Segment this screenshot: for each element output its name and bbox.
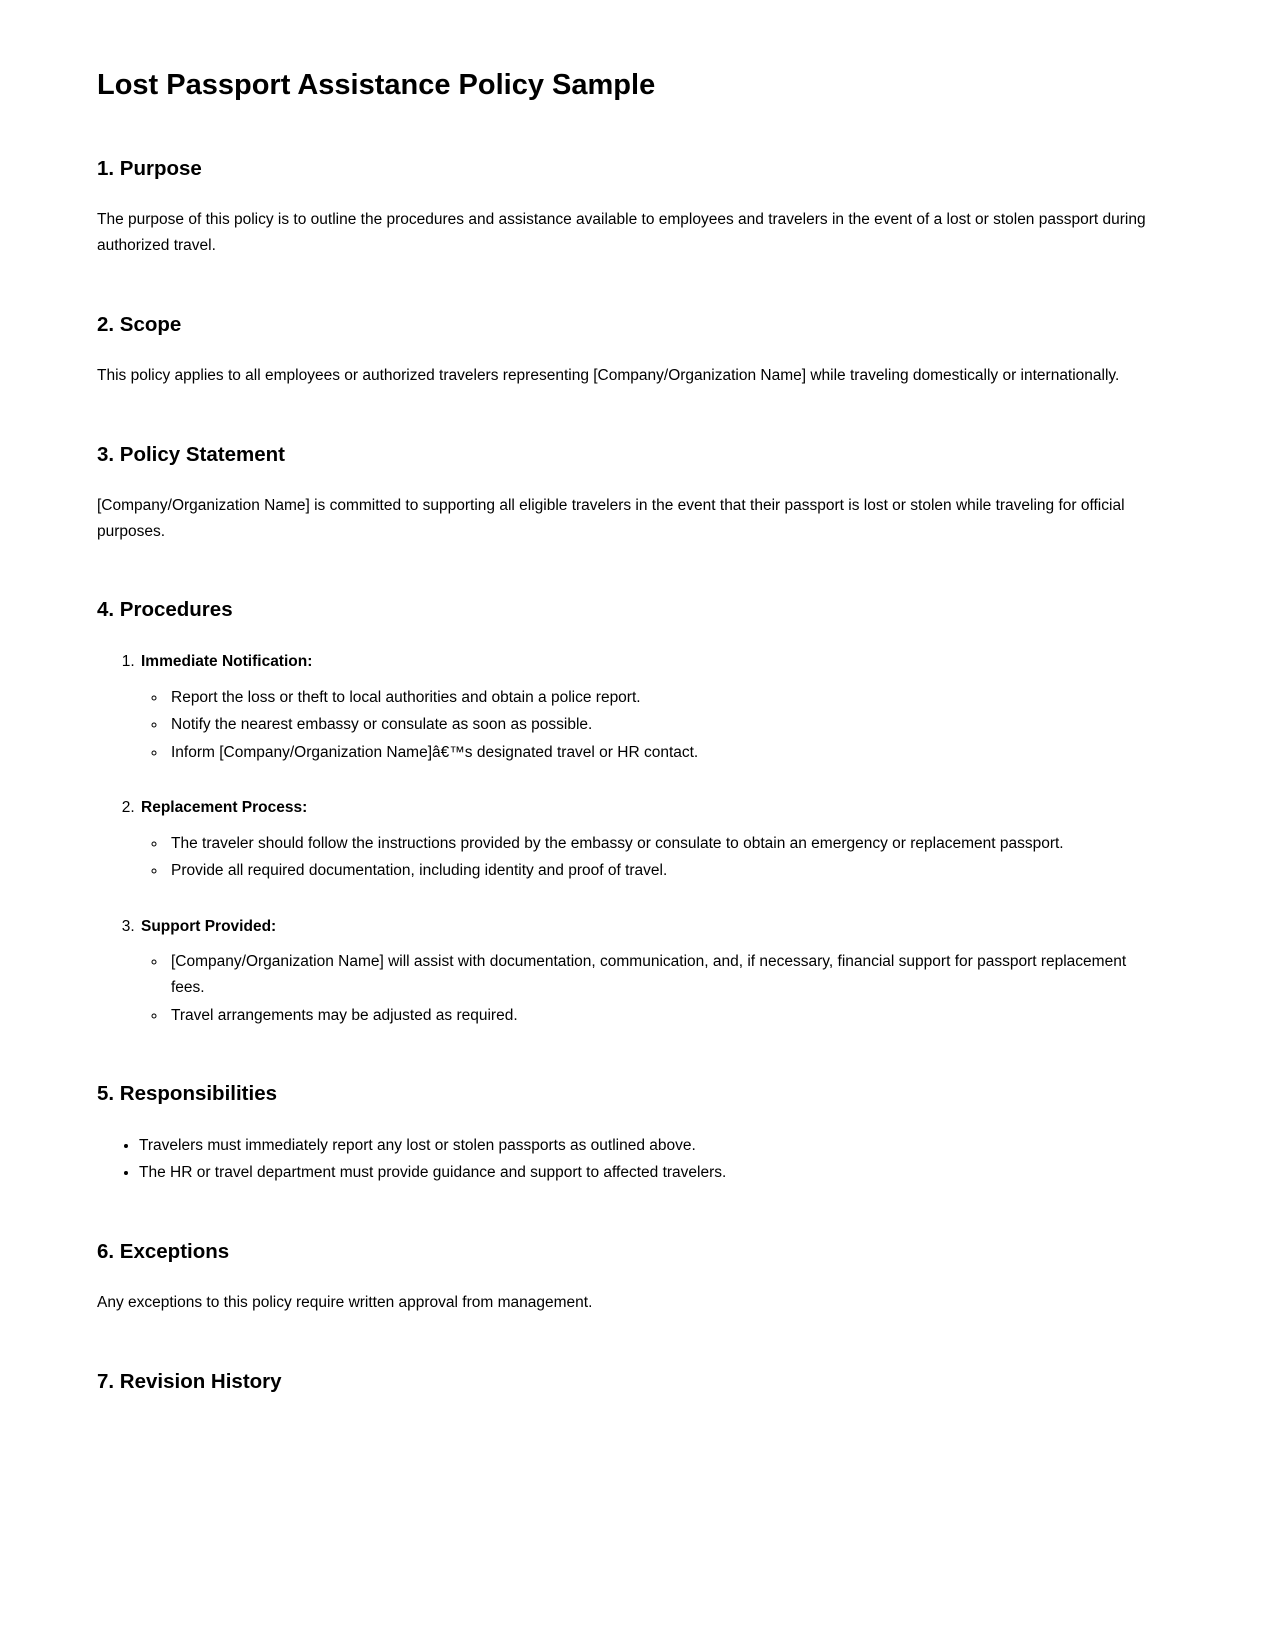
numbered-item xyxy=(139,649,1153,765)
section xyxy=(97,313,1153,389)
section xyxy=(97,1370,1153,1395)
sub-bullet-item: ◦ Notify the nearest embassy or consulate as soon as possible. xyxy=(167,712,1153,738)
numbered-list xyxy=(97,649,1153,1028)
body-paragraph: This policy applies to all employees or authorized travelers representing [Company/Organization Name] while traveling domestically or internationally. xyxy=(97,367,1120,385)
sub-bullet-list xyxy=(141,685,1153,766)
body-paragraph: [Company/Organization Name] is committed to supporting all eligible travelers in the event that their passport is lost or stolen while traveling for official purposes. xyxy=(97,497,1125,540)
section-heading: 5. Responsibilities xyxy=(97,1082,277,1106)
bullet-item: • The HR or travel department must provide guidance and support to affected travelers. xyxy=(139,1160,1153,1186)
sub-bullet-item: ◦ The traveler should follow the instructions provided by the embassy or consulate to obtain an emergency or replacement passport. xyxy=(167,831,1153,857)
numbered-item-label: Replacement Process: xyxy=(141,799,308,817)
numbered-item-label: Support Provided: xyxy=(141,917,277,935)
body-paragraph: Any exceptions to this policy require written approval from management. xyxy=(97,1294,593,1312)
document-title: Lost Passport Assistance Policy Sample xyxy=(97,69,656,101)
section-heading: 2. Scope xyxy=(97,312,182,336)
numbered-item-label: Immediate Notification: xyxy=(141,652,313,670)
bullet-item: • Travelers must immediately report any lost or stolen passports as outlined above. xyxy=(139,1133,1153,1159)
body-paragraph: The purpose of this policy is to outline the procedures and assistance available to employees and travelers in the event of a lost or stolen passport during authorized travel. xyxy=(97,211,1146,254)
section-heading: 4. Procedures xyxy=(97,598,233,622)
sub-bullet-item: ◦ Inform [Company/Organization Name]â€™s designated travel or HR contact. xyxy=(167,740,1153,766)
section xyxy=(97,443,1153,545)
section xyxy=(97,157,1153,259)
bullet-list xyxy=(97,1133,1153,1186)
numbered-item xyxy=(139,914,1153,1028)
numbered-item xyxy=(139,795,1153,884)
section-heading: 1. Purpose xyxy=(97,156,202,180)
section xyxy=(97,1082,1153,1186)
document-sections xyxy=(97,157,1153,1395)
sub-bullet-item: ◦ Travel arrangements may be adjusted as required. xyxy=(167,1003,1153,1029)
sub-bullet-list xyxy=(141,949,1153,1028)
sub-bullet-item: ◦ [Company/Organization Name] will assist with documentation, communication, and, if necessary, financial support for passport replacement fees. xyxy=(167,949,1153,1000)
section xyxy=(97,598,1153,1028)
section-heading: 7. Revision History xyxy=(97,1370,282,1394)
section xyxy=(97,1240,1153,1316)
sub-bullet-item: ◦ Report the loss or theft to local authorities and obtain a police report. xyxy=(167,685,1153,711)
sub-bullet-list xyxy=(141,831,1153,884)
sub-bullet-item: ◦ Provide all required documentation, including identity and proof of travel. xyxy=(167,858,1153,884)
section-heading: 3. Policy Statement xyxy=(97,442,285,466)
section-heading: 6. Exceptions xyxy=(97,1239,230,1263)
